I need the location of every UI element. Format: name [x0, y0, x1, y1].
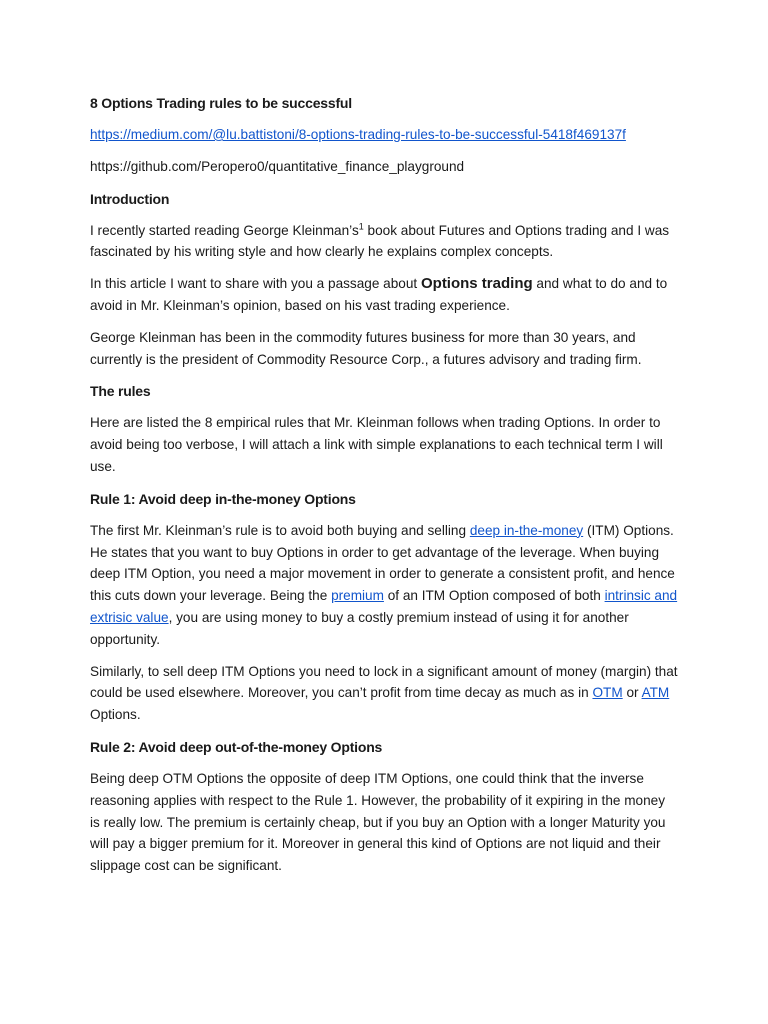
rule-2-heading: Rule 2: Avoid deep out-of-the-money Options: [90, 738, 383, 755]
rule1-p1-text-a: The first Mr. Kleinman’s rule is to avoid both buying and selling: [90, 522, 470, 538]
intro-p1-text-a: I recently started reading George Kleinman’s: [90, 222, 359, 238]
document-title: 8 Options Trading rules to be successful: [90, 95, 352, 111]
rule1-p2-text-b: or: [622, 685, 642, 701]
options-trading-emphasis: Options trading: [420, 275, 533, 293]
atm-link[interactable]: ATM: [641, 685, 670, 701]
rule1-p1-text-d: , you are using money to buy a costly premium instead of using it for another opportunity.: [90, 609, 629, 647]
intrinsic-extrinsic-value-link[interactable]: intrinsic and extrisic value: [90, 588, 678, 625]
github-url-text: https://github.com/Peropero0/quantitative_finance_playground: [90, 158, 465, 174]
footnote-marker: 1: [358, 221, 364, 232]
introduction-heading: Introduction: [90, 190, 170, 207]
rule1-p1-text-b: (ITM) Options. He states that you want to buy Options in order to get advantage of the leverage. When buying deep ITM Option, you need a major movement in order to generate a consistent profit, and hence this cuts down your leverage. Being the: [90, 522, 675, 604]
deep-in-the-money-link[interactable]: deep in-the-money: [469, 522, 584, 538]
rule-1-paragraph-1: [90, 520, 678, 651]
medium-article-link[interactable]: https://medium.com/@lu.battistoni/8-options-trading-rules-to-be-successful-5418f469137f: [90, 127, 626, 142]
intro-p2-text-b: and what to do and to avoid in Mr. Kleinman’s opinion, based on his vast trading experience.: [90, 276, 668, 313]
intro-paragraph-2: [90, 273, 678, 317]
the-rules-heading: The rules: [90, 383, 151, 400]
source-link-paragraph: [90, 124, 678, 146]
intro-p1-text-b: book about Futures and Options trading and I was fascinated by his writing style and how clearly he explains complex concepts.: [90, 222, 670, 260]
rule-2-paragraph-1: Being deep OTM Options the opposite of deep ITM Options, one could think that the inverse reasoning applies with respect to the Rule 1. However, the probability of it expiring in the money is really low. The premium is certainly cheap, but if you buy an Option with a longer Maturity you will pay a bigger premium for it. Moreover in general this kind of Options are not liquid and their slippage cost can be significant.: [90, 770, 666, 874]
rules-paragraph: Here are listed the 8 empirical rules that Mr. Kleinman follows when trading Options. In order to avoid being too verbose, I will attach a link with simple explanations to each technical term I will use.: [90, 415, 663, 474]
rule-1-paragraph-2: [90, 661, 678, 726]
intro-paragraph-3: George Kleinman has been in the commodity futures business for more than 30 years, and currently is the president of Commodity Resource Corp., a futures advisory and trading firm.: [90, 329, 642, 367]
rule1-p1-text-c: of an ITM Option composed of both: [383, 588, 605, 604]
rule1-p2-text-c: Options.: [90, 707, 141, 723]
rule-1-heading: Rule 1: Avoid deep in-the-money Options: [90, 490, 356, 507]
otm-link[interactable]: OTM: [592, 685, 623, 701]
premium-link[interactable]: premium: [331, 588, 384, 604]
intro-p2-text-a: In this article I want to share with you a passage about: [90, 276, 421, 292]
intro-paragraph-1: [90, 220, 678, 264]
rule1-p2-text-a: Similarly, to sell deep ITM Options you need to lock in a significant amount of money (margin) that could be used elsewhere. Moreover, you can’t profit from time decay as much as in: [90, 663, 678, 701]
